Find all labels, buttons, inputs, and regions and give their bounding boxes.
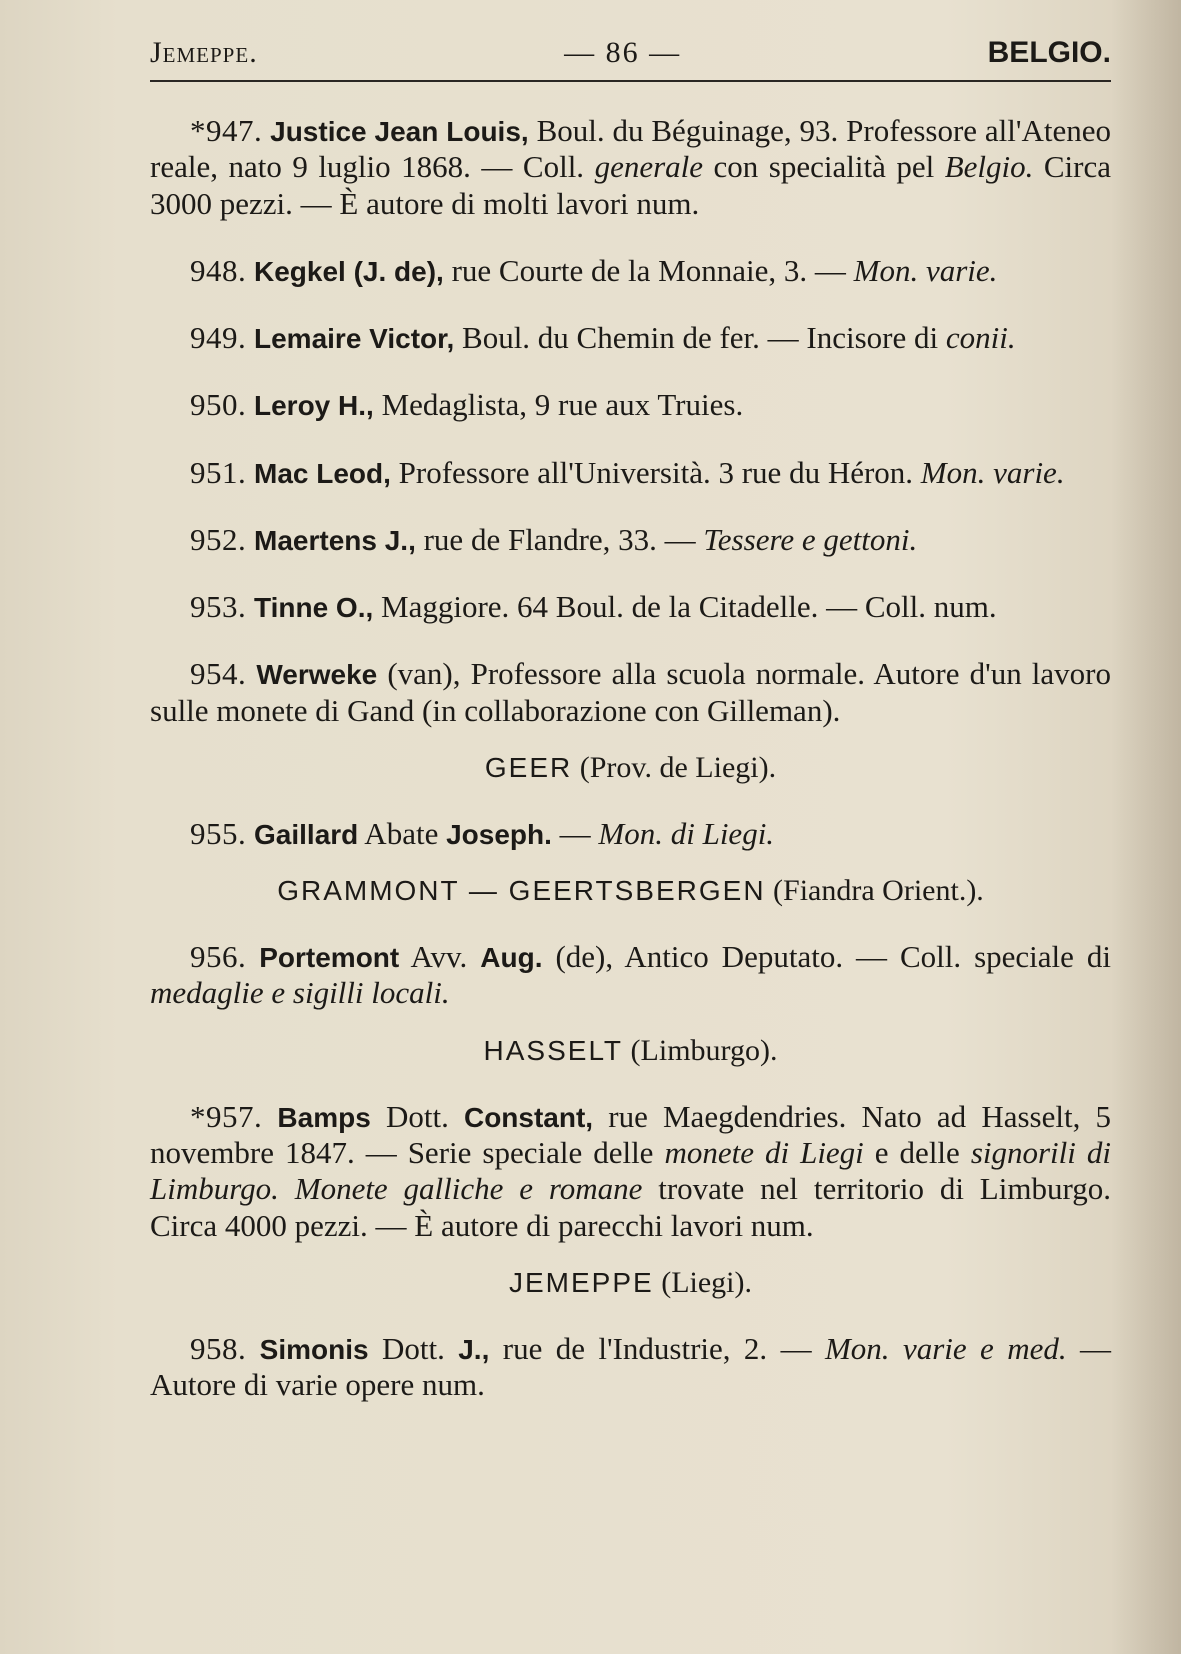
entry-name: Leroy H., bbox=[254, 390, 374, 422]
entry-956 bbox=[150, 939, 1111, 1012]
entry-name: Tinne O., bbox=[254, 592, 374, 624]
entry-name: Portemont bbox=[259, 942, 400, 974]
entry-name: Aug. bbox=[480, 942, 543, 974]
entry-name: Simonis bbox=[259, 1333, 369, 1365]
entry-text: e delle bbox=[863, 1134, 971, 1170]
entry-italic: Belgio. bbox=[944, 149, 1034, 185]
entry-name: Werweke bbox=[256, 659, 378, 691]
entry-text: — Autore di varie opere num. bbox=[150, 1330, 1111, 1403]
entry-955 bbox=[150, 816, 1111, 852]
entry-text: Circa 3000 pezzi. — È autore di molti lavori num. bbox=[150, 149, 1112, 221]
entry-947 bbox=[150, 113, 1111, 222]
entry-953 bbox=[150, 589, 1111, 625]
entry-name: Constant, bbox=[463, 1101, 594, 1133]
entry-text: (van), Professore alla scuola normale. Autore d'un lavoro sulle monete di Gand (in collaborazione con Gilleman). bbox=[150, 656, 1111, 728]
entry-name: Lemaire Victor, bbox=[254, 323, 455, 355]
entry-957 bbox=[150, 1099, 1111, 1244]
running-head: Jemeppe. bbox=[150, 36, 258, 69]
entry-text: Abate bbox=[358, 815, 447, 851]
entry-948 bbox=[150, 253, 1111, 289]
entry-number: 949. bbox=[190, 320, 247, 356]
entry-italic: Mon. di Liegi. bbox=[598, 815, 775, 851]
entry-number: 948. bbox=[190, 252, 247, 288]
place-name: GEER bbox=[484, 751, 573, 783]
entry-number: 951. bbox=[190, 454, 247, 490]
entry-italic: Mon. varie e med. bbox=[824, 1330, 1067, 1366]
entry-italic: conii. bbox=[945, 320, 1016, 356]
entry-number: 954. bbox=[190, 656, 247, 692]
entry-number: 955. bbox=[190, 815, 247, 851]
country-heading: BELGIO. bbox=[987, 36, 1111, 69]
entry-italic: Tessere e gettoni. bbox=[703, 521, 918, 557]
entries-list bbox=[150, 113, 1111, 729]
entry-text: con specialità pel bbox=[703, 149, 945, 185]
entry-name: Maertens J., bbox=[254, 524, 416, 556]
place-heading-jemeppe bbox=[150, 1266, 1111, 1300]
entry-number: *957. bbox=[190, 1098, 263, 1134]
entry-name: Bamps bbox=[277, 1101, 371, 1133]
entry-number: 958. bbox=[190, 1330, 247, 1366]
entry-italic: Mon. varie. bbox=[853, 252, 998, 288]
entry-number: 952. bbox=[190, 521, 247, 557]
entry-text: Boul. du Béguinage, 93. Professore all'Ateneo reale, nato 9 luglio 1868. — Coll. bbox=[150, 113, 1111, 185]
entry-italic: monete di Liegi bbox=[664, 1134, 864, 1170]
entry-text: (de), Antico Deputato. — Coll. speciale di bbox=[542, 939, 1112, 975]
place-province: (Fiandra Orient.). bbox=[765, 874, 984, 908]
entry-text: Medaglista, 9 rue aux Truies. bbox=[373, 387, 744, 423]
entry-text: Professore all'Università. 3 rue du Héron. bbox=[390, 454, 921, 490]
entry-name: Mac Leod, bbox=[254, 457, 391, 489]
entry-949 bbox=[150, 320, 1111, 356]
page-header bbox=[150, 36, 1111, 82]
entry-number: 956. bbox=[190, 939, 247, 975]
place-name: HASSELT bbox=[483, 1034, 624, 1066]
entry-text: trovate nel territorio di Limburgo. Circa 4000 pezzi. — È autore di parecchi lavori num. bbox=[150, 1171, 1111, 1243]
place-name: GRAMMONT — GEERTSBERGEN bbox=[277, 875, 766, 907]
entry-text: Boul. du Chemin de fer. — Incisore di bbox=[454, 320, 946, 356]
place-province: (Limburgo). bbox=[623, 1033, 778, 1067]
entry-number: 950. bbox=[190, 387, 247, 423]
entry-text: rue de l'Industrie, 2. — bbox=[489, 1330, 825, 1366]
page-number: — 86 — bbox=[564, 36, 682, 69]
entry-958 bbox=[150, 1331, 1111, 1404]
entry-951 bbox=[150, 455, 1111, 491]
place-heading-geer bbox=[150, 751, 1111, 785]
entry-number: *947. bbox=[190, 113, 263, 148]
entry-name: Justice Jean Louis, bbox=[270, 116, 529, 147]
entry-name: Gaillard bbox=[254, 818, 359, 850]
entry-text: Maggiore. 64 Boul. de la Citadelle. — Coll. num. bbox=[373, 589, 997, 625]
place-heading-grammont bbox=[150, 874, 1111, 908]
entry-text: rue Maegdendries. Nato ad Hasselt, 5 novembre 1847. — Serie speciale delle bbox=[150, 1098, 1112, 1170]
entry-italic: medaglie e sigilli locali. bbox=[150, 975, 450, 1011]
place-province: (Prov. de Liegi). bbox=[572, 750, 777, 784]
entry-italic: generale bbox=[594, 149, 704, 185]
place-name: JEMEPPE bbox=[509, 1266, 654, 1298]
entry-italic: Mon. varie. bbox=[920, 454, 1065, 490]
entry-text: Avv. bbox=[399, 939, 481, 975]
entry-text: Dott. bbox=[370, 1098, 464, 1134]
entry-text: rue Courte de la Monnaie, 3. — bbox=[443, 252, 854, 288]
entry-950 bbox=[150, 387, 1111, 423]
entry-text: Dott. bbox=[368, 1330, 459, 1366]
entry-number: 953. bbox=[190, 589, 247, 625]
entry-name: Joseph. bbox=[446, 818, 552, 850]
entry-name: J., bbox=[458, 1333, 490, 1365]
place-province: (Liegi). bbox=[653, 1265, 752, 1299]
entry-text: rue de Flandre, 33. — bbox=[415, 521, 704, 557]
entry-text: — bbox=[551, 815, 599, 851]
entry-952 bbox=[150, 522, 1111, 558]
entry-italic: signorili di Limburgo. Monete galliche e romane bbox=[150, 1134, 1111, 1207]
entry-name: Kegkel (J. de), bbox=[254, 255, 444, 287]
place-heading-hasselt bbox=[150, 1034, 1111, 1068]
entry-954 bbox=[150, 656, 1111, 729]
